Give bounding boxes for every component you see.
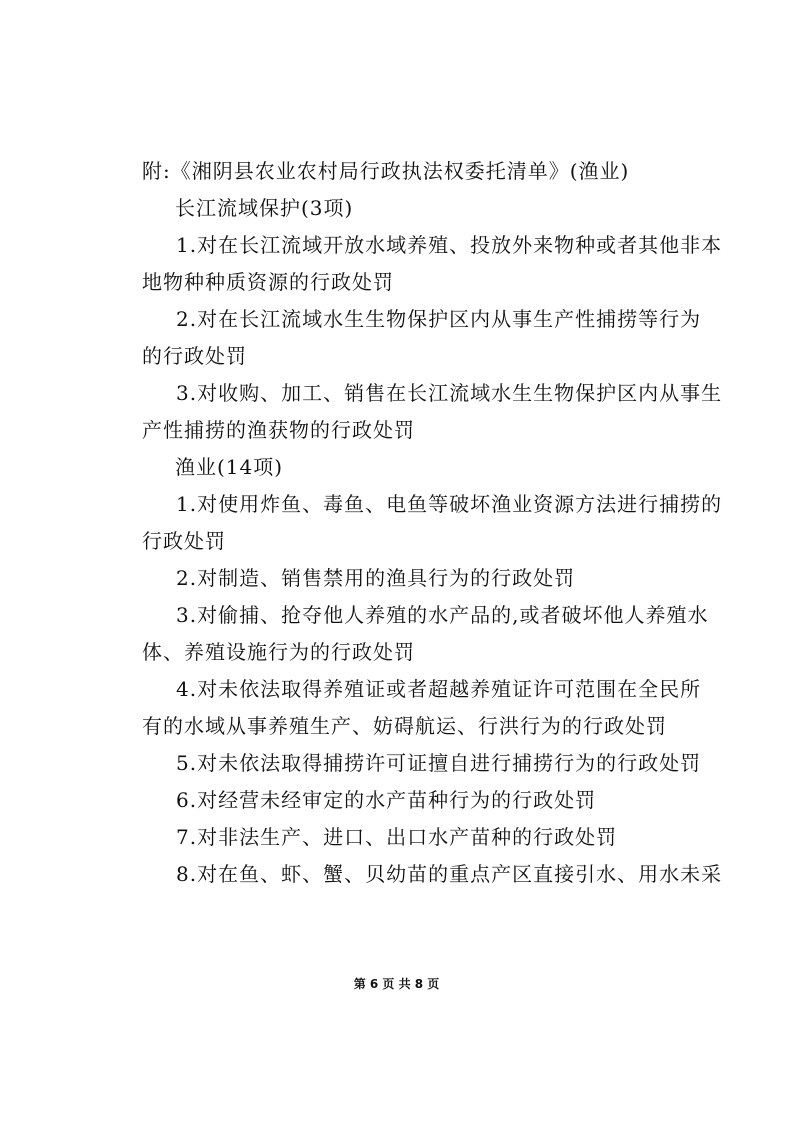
document-body [142, 153, 723, 893]
list-item-line: 1.对在长江流域开放水域养殖、投放外来物种或者其他非本 [176, 233, 723, 257]
list-item-line: 5.对未依法取得捕捞许可证擅自进行捕捞行为的行政处罚 [176, 751, 702, 775]
list-item-line: 2.对在长江流域水生生物保护区内从事生产性捕捞等行为 [176, 307, 702, 331]
list-item-line: 体、养殖设施行为的行政处罚 [142, 640, 415, 664]
list-item-line: 行政处罚 [142, 529, 226, 553]
page-number-footer: 第 6 页 共 8 页 [353, 977, 440, 991]
list-item-line: 3.对偷捕、抢夺他人养殖的水产品的,或者破坏他人养殖水 [176, 603, 709, 627]
list-item-line: 1.对使用炸鱼、毒鱼、电鱼等破坏渔业资源方法进行捕捞的 [176, 492, 723, 516]
section-heading-yangtze: 长江流域保护(3项) [175, 196, 354, 220]
list-item-line: 2.对制造、销售禁用的渔具行为的行政处罚 [176, 566, 576, 590]
list-item-line: 4.对未依法取得养殖证或者超越养殖证许可范围在全民所 [176, 677, 702, 701]
list-item-line: 产性捕捞的渔获物的行政处罚 [142, 418, 415, 442]
list-item-line: 地物种种质资源的行政处罚 [142, 270, 394, 294]
list-item-line: 的行政处罚 [142, 344, 247, 368]
list-item-line: 3.对收购、加工、销售在长江流域水生生物保护区内从事生 [176, 381, 723, 405]
list-item-line: 8.对在鱼、虾、蟹、贝幼苗的重点产区直接引水、用水未采 [176, 862, 723, 886]
list-item-line: 6.对经营未经审定的水产苗种行为的行政处罚 [176, 788, 597, 812]
section-heading-fishery: 渔业(14项) [175, 455, 284, 479]
list-item-line: 有的水域从事养殖生产、妨碍航运、行洪行为的行政处罚 [142, 714, 667, 738]
document-title: 附:《湘阴县农业农村局行政执法权委托清单》(渔业) [142, 159, 630, 183]
list-item-line: 7.对非法生产、进口、出口水产苗种的行政处罚 [176, 825, 618, 849]
